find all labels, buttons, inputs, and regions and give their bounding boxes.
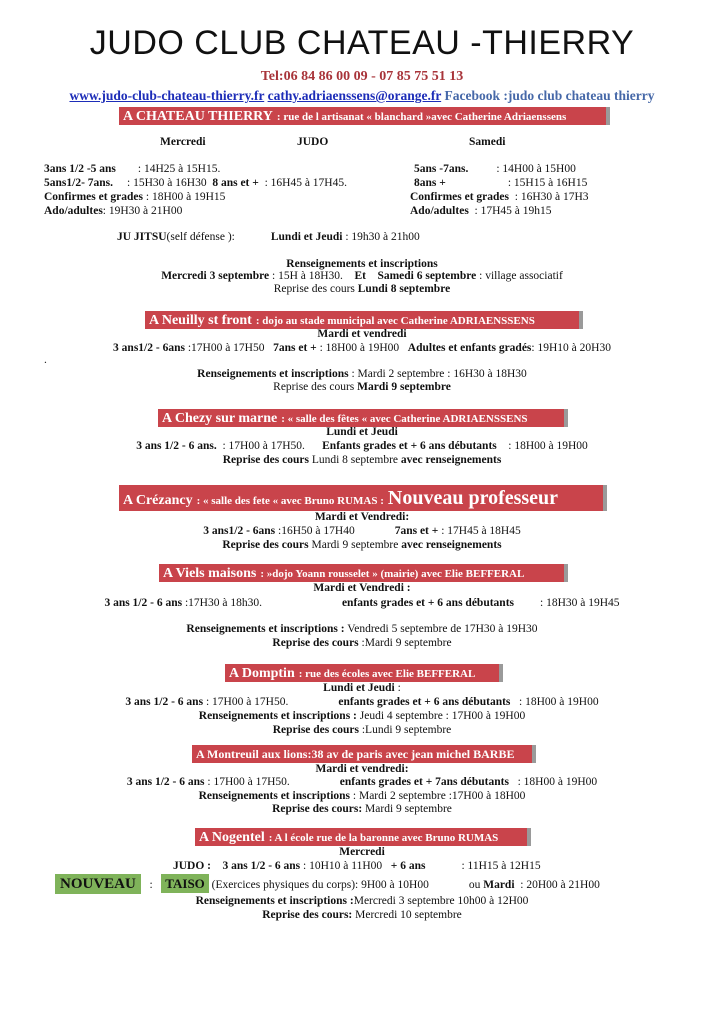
banner-viels-maisons: A Viels maisons : »dojo Yoann rousselet » (mairie) avec Elie BEFFERAL (159, 564, 568, 582)
banner-montreuil: A Montreuil aux lions:38 av de paris avec jean michel BARBE (192, 745, 536, 763)
website-link[interactable]: www.judo-club-chateau-thierry.fr (69, 88, 265, 103)
nogentel-taiso-line: NOUVEAU : TAISO (Exercices physiques du corps): 9H00 à 10H00 ou Mardi : 20H00 à 21H00 (55, 876, 600, 893)
nouveau-badge: NOUVEAU (55, 874, 141, 894)
neuilly-schedule: 3 ans1/2 - 6ans :17H00 à 17H50 7ans et + : 18H00 à 19H00 Adultes et enfants gradés: 19H10 à 20H30 (113, 342, 611, 354)
contact-links (0, 88, 724, 104)
neuilly-info: Renseignements et inscriptions : Mardi 2 septembre : 16H30 à 18H30 (197, 368, 527, 380)
wed-row-3: Confirmes et grades : 18H00 à 19H15 (44, 191, 226, 203)
jujitsu-line: JU JITSU(self défense ): Lundi et Jeudi : 19h30 à 21h00 (117, 231, 420, 243)
col-samedi: Samedi (469, 136, 506, 148)
phone-numbers: Tel:06 84 86 00 09 - 07 85 75 51 13 (260, 69, 464, 84)
club-title: JUDO CLUB CHATEAU -THIERRY (89, 24, 635, 62)
chezy-reprise: Reprise des cours Lundi 8 septembre avec renseignements (222, 454, 502, 466)
neuilly-days: Mardi et vendredi (317, 328, 407, 340)
crezancy-schedule: 3 ans1/2 - 6ans :16H50 à 17H40 7ans et + : 17H45 à 18H45 (203, 525, 521, 537)
banner-crezancy: A Crézancy : « salle des fete « avec Bruno RUMAS : Nouveau professeur (119, 485, 607, 511)
domptin-schedule: 3 ans 1/2 - 6 ans : 17H00 à 17H50. enfants grades et + 6 ans débutants : 18H00 à 19H00 (125, 696, 599, 708)
domptin-days: Lundi et Jeudi : (323, 682, 401, 694)
sat-row-4: Ado/adultes : 17H45 à 19h15 (410, 205, 552, 217)
domptin-info: Renseignements et inscriptions : Jeudi 4 septembre : 17H00 à 19H00 (198, 710, 526, 722)
nogentel-info: Renseignements et inscriptions :Mercredi 3 septembre 10h00 à 12H00 (195, 895, 529, 907)
banner-nogentel: A Nogentel : A l école rue de la baronne avec Bruno RUMAS (195, 828, 531, 846)
chateau-info-title: Renseignements et inscriptions (286, 258, 438, 270)
banner-address: : rue de l artisanat « blanchard »avec Catherine Adriaenssens (276, 111, 567, 123)
banner-domptin: A Domptin : rue des écoles avec Elie BEFFERAL (225, 664, 503, 682)
neuilly-dot: . (44, 354, 47, 366)
montreuil-schedule: 3 ans 1/2 - 6 ans : 17H00 à 17H50. enfants grades et + 7ans débutants : 18H00 à 19H00 (126, 776, 598, 788)
neuilly-reprise: Reprise des cours Mardi 9 septembre (273, 381, 451, 393)
chateau-info-dates: Mercredi 3 septembre : 15H à 18H30. Et Samedi 6 septembre : village associatif (161, 270, 563, 282)
sat-row-3: Confirmes et grades : 16H30 à 17H3 (410, 191, 589, 203)
chezy-days: Lundi et Jeudi (326, 426, 398, 438)
banner-chezy: A Chezy sur marne : « salle des fêtes « avec Catherine ADRIAENSSENS (158, 409, 568, 427)
viels-reprise: Reprise des cours :Mardi 9 septembre (272, 637, 452, 649)
montreuil-days: Mardi et vendredi: (315, 763, 409, 775)
chezy-schedule: 3 ans 1/2 - 6 ans. : 17H00 à 17H50. Enfants grades et + 6 ans débutants : 18H00 à 19H00 (136, 440, 588, 452)
domptin-reprise: Reprise des cours :Lundi 9 septembre (272, 724, 452, 736)
facebook-text: Facebook :judo club chateau thierry (444, 88, 655, 103)
crezancy-reprise: Reprise des cours Mardi 9 septembre avec renseignements (222, 539, 502, 551)
col-judo: JUDO (297, 136, 329, 148)
nogentel-reprise: Reprise des cours: Mercredi 10 septembre (262, 909, 462, 921)
wed-row-1: 3ans 1/2 -5 ans : 14H25 à 15H15. (44, 163, 221, 175)
nogentel-judo-schedule: JUDO : 3 ans 1/2 - 6 ans : 10H10 à 11H00 + 6 ans : 11H15 à 12H15 (173, 860, 541, 872)
nogentel-days: Mercredi (339, 846, 385, 858)
crezancy-days: Mardi et Vendredi: (314, 511, 410, 523)
wed-row-4: Ado/adultes: 19H30 à 21H00 (44, 205, 183, 217)
banner-chateau-thierry (119, 107, 610, 125)
email-link[interactable]: cathy.adriaenssens@orange.fr (267, 88, 442, 103)
chateau-reprise: Reprise des cours Lundi 8 septembre (273, 283, 451, 295)
montreuil-info: Renseignements et inscriptions : Mardi 2 septembre :17H00 à 18H00 (198, 790, 526, 802)
taiso-badge: TAISO (161, 874, 209, 893)
sat-row-2: 8ans + : 15H15 à 16H15 (414, 177, 588, 189)
viels-info: Renseignements et inscriptions : Vendredi 5 septembre de 17H30 à 19H30 (186, 623, 538, 635)
viels-schedule: 3 ans 1/2 - 6 ans :17H30 à 18h30. enfants grades et + 6 ans débutants : 18H30 à 19H45 (104, 597, 620, 609)
banner-place: A CHATEAU THIERRY (123, 109, 273, 124)
sat-row-1: 5ans -7ans. : 14H00 à 15H00 (414, 163, 576, 175)
col-mercredi: Mercredi (160, 136, 206, 148)
new-teacher-highlight: Nouveau professeur (387, 487, 559, 509)
banner-neuilly: A Neuilly st front : dojo au stade municipal avec Catherine ADRIAENSSENS (145, 311, 583, 329)
montreuil-reprise: Reprise des cours: Mardi 9 septembre (272, 803, 452, 815)
wed-row-2: 5ans1/2- 7ans. : 15H30 à 16H30 8 ans et + : 16H45 à 17H45. (44, 177, 347, 189)
viels-days: Mardi et Vendredi : (313, 582, 411, 594)
